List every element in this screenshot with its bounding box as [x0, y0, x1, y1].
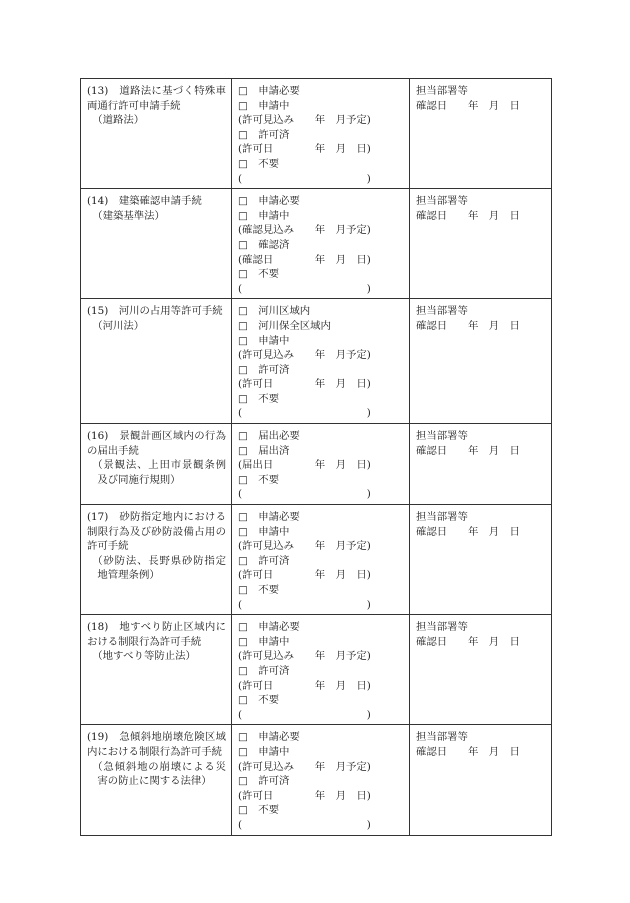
- procedure-title: (16) 景観計画区域内の行為の届出手続: [87, 430, 226, 457]
- confirmation-date: 確認日 年 月 日: [416, 444, 520, 457]
- procedure-cell: [81, 189, 232, 299]
- status-date-field: ( ): [238, 598, 371, 611]
- confirmation-date: 確認日 年 月 日: [416, 635, 520, 648]
- status-checkbox-item[interactable]: □ 申請必要: [238, 511, 300, 524]
- procedure-cell: [81, 299, 232, 424]
- status-checkbox-item[interactable]: □ 河川区域内: [238, 305, 311, 318]
- confirmation-date: 確認日 年 月 日: [416, 209, 520, 222]
- status-date-field: (許可見込み 年 月予定): [238, 540, 371, 553]
- procedure-title: (17) 砂防指定地内における制限行為及び砂防設備占用の許可手続: [87, 511, 226, 553]
- table-row: [81, 79, 552, 189]
- procedure-title: (19) 急傾斜地崩壊危険区域内における制限行為許可手続: [87, 731, 226, 758]
- status-checkbox-item[interactable]: □ 申請必要: [238, 621, 300, 634]
- status-date-field: (許可見込み 年 月予定): [238, 349, 371, 362]
- status-checkbox-item[interactable]: □ 許可済: [238, 128, 290, 141]
- status-checkbox-item[interactable]: □ 不要: [238, 157, 279, 170]
- procedure-cell: [81, 725, 232, 835]
- law-reference: （地すべり等防止法）: [92, 650, 196, 663]
- status-checkbox-item[interactable]: □ 許可済: [238, 363, 290, 376]
- department-cell: [410, 725, 552, 835]
- status-date-field: (確認日 年 月 日): [238, 253, 371, 266]
- confirmation-date: 確認日 年 月 日: [416, 99, 520, 112]
- status-checkbox-item[interactable]: □ 申請中: [238, 334, 290, 347]
- status-cell: [232, 299, 410, 424]
- status-checkbox-item[interactable]: □ 確認済: [238, 238, 290, 251]
- table-row: [81, 615, 552, 725]
- law-reference: （建築基準法）: [92, 209, 165, 222]
- status-checkbox-item[interactable]: □ 申請中: [238, 99, 290, 112]
- law-reference: （景観法、上田市景観条例及び同施行規則）: [92, 459, 226, 486]
- status-date-field: (許可日 年 月 日): [238, 789, 371, 802]
- confirmation-date: 確認日 年 月 日: [416, 525, 520, 538]
- status-checkbox-item[interactable]: □ 不要: [238, 392, 279, 405]
- status-date-field: (許可日 年 月 日): [238, 378, 371, 391]
- status-checkbox-item[interactable]: □ 許可済: [238, 775, 290, 788]
- status-date-field: (確認見込み 年 月予定): [238, 224, 371, 237]
- status-date-field: (許可見込み 年 月予定): [238, 650, 371, 663]
- department-cell: [410, 615, 552, 725]
- table-row: [81, 424, 552, 505]
- status-checkbox-item[interactable]: □ 不要: [238, 268, 279, 281]
- status-checkbox-item[interactable]: □ 届出済: [238, 444, 290, 457]
- procedure-title: (15) 河川の占用等許可手続: [87, 305, 223, 318]
- status-date-field: (届出日 年 月 日): [238, 459, 371, 472]
- status-checkbox-item[interactable]: □ 申請必要: [238, 85, 300, 97]
- law-reference: （砂防法、長野県砂防指定地管理条例）: [92, 554, 226, 582]
- status-checkbox-item[interactable]: □ 申請中: [238, 525, 290, 538]
- status-date-field: ( ): [238, 282, 371, 295]
- confirmation-date: 確認日 年 月 日: [416, 319, 520, 332]
- status-date-field: ( ): [238, 818, 371, 831]
- status-checkbox-item[interactable]: □ 申請中: [238, 209, 290, 222]
- status-checkbox-item[interactable]: □ 河川保全区域内: [238, 319, 331, 332]
- status-date-field: (許可見込み 年 月予定): [238, 114, 371, 127]
- table-row: [81, 725, 552, 835]
- status-checkbox-item[interactable]: □ 申請中: [238, 745, 290, 758]
- status-checkbox-item[interactable]: □ 申請必要: [238, 731, 300, 744]
- table-row: [81, 189, 552, 299]
- department-cell: [410, 424, 552, 505]
- procedure-cell: [81, 79, 232, 189]
- status-checkbox-item[interactable]: □ 不要: [238, 804, 279, 817]
- status-cell: [232, 79, 410, 189]
- status-date-field: ( ): [238, 172, 371, 185]
- status-date-field: ( ): [238, 488, 371, 501]
- department-cell: [410, 79, 552, 189]
- permit-checklist-table: [80, 78, 552, 836]
- department-label: 担当部署等: [416, 305, 468, 318]
- department-label: 担当部署等: [416, 195, 468, 208]
- table-body: [81, 79, 552, 836]
- status-cell: [232, 505, 410, 615]
- department-cell: [410, 299, 552, 424]
- status-date-field: (許可日 年 月 日): [238, 143, 371, 156]
- status-checkbox-item[interactable]: □ 不要: [238, 694, 279, 707]
- confirmation-date: 確認日 年 月 日: [416, 745, 520, 758]
- status-date-field: ( ): [238, 708, 371, 721]
- department-cell: [410, 189, 552, 299]
- law-reference: （道路法）: [92, 114, 145, 127]
- status-checkbox-item[interactable]: □ 届出必要: [238, 430, 300, 443]
- department-label: 担当部署等: [416, 85, 468, 97]
- status-checkbox-item[interactable]: □ 不要: [238, 584, 279, 596]
- status-cell: [232, 615, 410, 725]
- department-label: 担当部署等: [416, 621, 468, 634]
- status-cell: [232, 424, 410, 505]
- status-checkbox-item[interactable]: □ 不要: [238, 473, 279, 486]
- status-cell: [232, 725, 410, 835]
- procedure-cell: [81, 505, 232, 615]
- status-date-field: ( ): [238, 407, 371, 420]
- status-checkbox-item[interactable]: □ 許可済: [238, 664, 290, 677]
- procedure-title: (18) 地すべり防止区域内における制限行為許可手続: [87, 621, 226, 648]
- procedure-cell: [81, 424, 232, 505]
- department-label: 担当部署等: [416, 731, 468, 744]
- status-cell: [232, 189, 410, 299]
- procedure-cell: [81, 615, 232, 725]
- law-reference: （急傾斜地の崩壊による災害の防止に関する法律）: [92, 760, 226, 788]
- department-label: 担当部署等: [416, 511, 468, 524]
- status-date-field: (許可日 年 月 日): [238, 569, 371, 582]
- status-date-field: (許可見込み 年 月予定): [238, 760, 371, 773]
- status-checkbox-item[interactable]: □ 申請中: [238, 635, 290, 648]
- procedure-title: (14) 建築確認申請手続: [87, 195, 202, 208]
- department-cell: [410, 505, 552, 615]
- department-label: 担当部署等: [416, 430, 468, 443]
- status-checkbox-item[interactable]: □ 許可済: [238, 554, 290, 567]
- law-reference: （河川法）: [92, 319, 145, 332]
- procedure-title: (13) 道路法に基づく特殊車両通行許可申請手続: [87, 85, 226, 112]
- status-checkbox-item[interactable]: □ 申請必要: [238, 195, 300, 208]
- table-row: [81, 299, 552, 424]
- status-date-field: (許可日 年 月 日): [238, 679, 371, 692]
- table-row: [81, 505, 552, 615]
